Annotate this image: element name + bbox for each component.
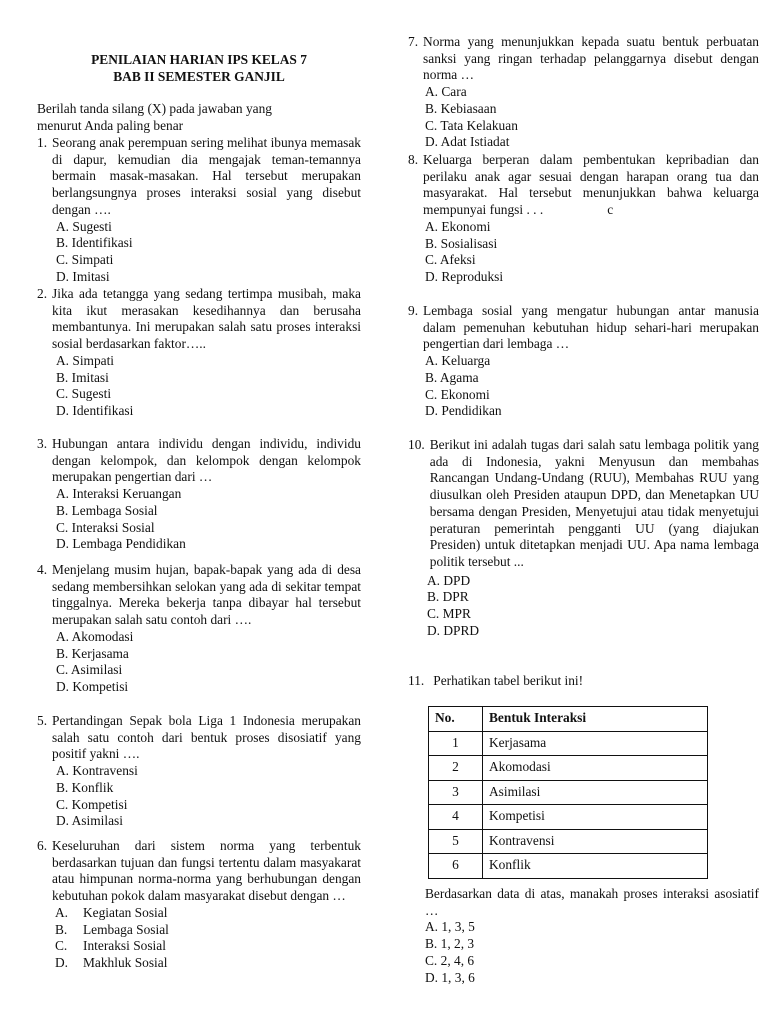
table-cell-no: 5 bbox=[429, 829, 483, 854]
question-text: Berdasarkan data di atas, manakah proses interaksi asosiatif … bbox=[425, 886, 759, 918]
option-a[interactable]: A. Simpati bbox=[56, 352, 115, 368]
option-a[interactable]: A. Sugesti bbox=[56, 218, 112, 234]
question-text: Jika ada tetangga yang sedang tertimpa musibah, maka kita ikut merasakan kesedihannya dan berusaha membantunya. Ini merupakan salah satu proses interaksi sosial berdasarkan faktor….. bbox=[52, 286, 361, 352]
question-number: 7. bbox=[408, 34, 419, 49]
table-row bbox=[429, 780, 708, 805]
option-a[interactable]: A. Akomodasi bbox=[56, 628, 134, 644]
question-text: Norma yang menunjukkan kepada suatu bentuk perbuatan sanksi yang ringan terhadap pelanggarnya disebut dengan norma … bbox=[423, 34, 759, 83]
option-b[interactable]: B. Imitasi bbox=[56, 369, 109, 385]
option-c[interactable]: C. Asimilasi bbox=[56, 662, 123, 678]
question-number: 9. bbox=[408, 303, 419, 318]
question-text: Menjelang musim hujan, bapak-bapak yang ada di desa sedang membersihkan selokan yang ada di sekitar tempat tinggalnya. Mereka bekerja tanpa dibayar hal tersebut merupakan salah satu contoh dari …. bbox=[52, 562, 361, 628]
question-8 bbox=[408, 152, 759, 286]
table-header-no: No. bbox=[429, 707, 483, 732]
option-b[interactable]: B. Konflik bbox=[56, 779, 114, 795]
option-c[interactable]: C. Tata Kelakuan bbox=[425, 117, 518, 133]
option-b[interactable]: B. Kebiasaan bbox=[425, 100, 497, 116]
question-text: Pertandingan Sepak bola Liga 1 Indonesia merupakan salah satu contoh dari bentuk proses disosiatif yang positif yakni …. bbox=[52, 713, 361, 762]
option-text: Kegiatan Sosial bbox=[83, 904, 168, 920]
option-b[interactable] bbox=[37, 922, 361, 939]
table-row bbox=[429, 854, 708, 879]
table-header-row bbox=[429, 707, 708, 732]
table-row bbox=[429, 756, 708, 781]
option-d[interactable]: D. Identifikasi bbox=[56, 402, 134, 418]
table-cell-no: 3 bbox=[429, 780, 483, 805]
option-d[interactable]: D. Adat Istiadat bbox=[425, 134, 510, 150]
table-cell-no: 6 bbox=[429, 854, 483, 879]
option-c[interactable]: C. Interaksi Sosial bbox=[56, 519, 155, 535]
option-letter: C. bbox=[55, 938, 68, 954]
question-number: 11. bbox=[408, 673, 425, 688]
option-c[interactable]: C. 2, 4, 6 bbox=[425, 952, 475, 968]
handwritten-mark: c bbox=[607, 202, 614, 218]
option-letter: D. bbox=[55, 954, 69, 970]
question-3 bbox=[37, 436, 361, 553]
table-cell-bentuk: Kerjasama bbox=[483, 731, 708, 756]
table-row bbox=[429, 805, 708, 830]
question-number: 5. bbox=[37, 713, 48, 728]
question-text: Perhatikan tabel berikut ini! bbox=[433, 673, 584, 688]
option-a[interactable]: A. Ekonomi bbox=[425, 218, 491, 234]
option-a[interactable]: A. DPD bbox=[427, 572, 471, 588]
option-letter: B. bbox=[55, 921, 68, 937]
option-d[interactable]: D. 1, 3, 6 bbox=[425, 969, 475, 985]
option-c[interactable] bbox=[37, 938, 361, 955]
question-2 bbox=[37, 286, 361, 420]
question-number: 3. bbox=[37, 436, 48, 451]
instruction-line-1: Berilah tanda silang (X) pada jawaban yang bbox=[37, 101, 272, 116]
table-cell-bentuk: Akomodasi bbox=[483, 756, 708, 781]
option-text: Makhluk Sosial bbox=[83, 954, 168, 970]
option-d[interactable]: D. Pendidikan bbox=[425, 403, 502, 419]
question-9 bbox=[408, 303, 759, 420]
question-11 bbox=[408, 673, 759, 690]
option-b[interactable]: B. Sosialisasi bbox=[425, 235, 498, 251]
question-text: Seorang anak perempuan sering melihat ibunya memasak di dapur, kemudian dia mengajak teman-temannya bermain masak-masakan. Hal tersebut merupakan berlangsungnya proses interaksi sosial yang disebut dengan …. bbox=[52, 135, 361, 217]
question-number: 2. bbox=[37, 286, 48, 301]
question-number: 8. bbox=[408, 152, 419, 167]
option-a[interactable]: A. Interaksi Keruangan bbox=[56, 486, 182, 502]
option-d[interactable]: D. Kompetisi bbox=[56, 678, 129, 694]
table-cell-bentuk: Konflik bbox=[483, 854, 708, 879]
option-b[interactable]: B. Agama bbox=[425, 369, 479, 385]
option-a[interactable]: A. Kontravensi bbox=[56, 763, 138, 779]
table-cell-bentuk: Kompetisi bbox=[483, 805, 708, 830]
question-10 bbox=[408, 437, 759, 639]
instruction bbox=[37, 101, 361, 134]
question-1 bbox=[37, 135, 361, 285]
option-c[interactable]: C. MPR bbox=[427, 606, 471, 622]
question-text bbox=[423, 152, 759, 219]
exam-title: PENILAIAN HARIAN IPS KELAS 7 bbox=[91, 52, 307, 67]
option-b[interactable]: B. Lembaga Sosial bbox=[56, 502, 158, 518]
table-cell-no: 2 bbox=[429, 756, 483, 781]
option-b[interactable]: B. Kerjasama bbox=[56, 645, 129, 661]
question-number: 6. bbox=[37, 838, 48, 853]
question-text: Hubungan antara individu dengan individu, individu dengan kelompok, dan kelompok dengan kelompok merupakan pengertian dari … bbox=[52, 436, 361, 485]
option-c[interactable]: C. Sugesti bbox=[56, 386, 112, 402]
table-row bbox=[429, 731, 708, 756]
option-d[interactable]: D. Reproduksi bbox=[425, 268, 504, 284]
option-a[interactable]: A. Cara bbox=[425, 84, 467, 100]
option-d[interactable]: D. DPRD bbox=[427, 622, 480, 638]
table-cell-bentuk: Asimilasi bbox=[483, 780, 708, 805]
option-a[interactable]: A. 1, 3, 5 bbox=[425, 919, 475, 935]
option-d[interactable]: D. Asimilasi bbox=[56, 813, 123, 829]
option-c[interactable]: C. Kompetisi bbox=[56, 796, 128, 812]
question-6 bbox=[37, 838, 361, 972]
question-number: 10. bbox=[408, 437, 425, 452]
question-text: Berikut ini adalah tugas dari salah satu lembaga politik yang ada di Indonesia, yakni Menyusun dan membahas Rancangan Undang-Undang (RUU), Membahas RUU yang diusulkan oleh Presiden ataupun DPD, dan Menetapkan UU bersama dengan Presiden, Menyetujui atau tidak menyetujui peraturan pemerintah pengganti UU (yang diajukan Presiden) untuk ditetapkan menjadi UU. Apa nama lembaga politik tersebut ... bbox=[429, 437, 759, 569]
option-text: Interaksi Sosial bbox=[83, 938, 166, 954]
option-c[interactable]: C. Afeksi bbox=[425, 252, 476, 268]
question-5 bbox=[37, 713, 361, 830]
question-7 bbox=[408, 34, 759, 151]
table-header-bentuk: Bentuk Interaksi bbox=[483, 707, 708, 732]
table-cell-bentuk: Kontravensi bbox=[483, 829, 708, 854]
question-text: Lembaga sosial yang mengatur hubungan antar manusia dalam pemenuhan kebutuhan hidup sehari-hari merupakan pengertian dari lembaga … bbox=[423, 303, 759, 352]
option-text: Lembaga Sosial bbox=[83, 921, 169, 937]
interaction-table bbox=[428, 706, 708, 879]
question-4 bbox=[37, 562, 361, 696]
option-c[interactable]: C. Ekonomi bbox=[425, 386, 490, 402]
option-d[interactable]: D. Imitasi bbox=[56, 268, 110, 284]
table-cell-no: 1 bbox=[429, 731, 483, 756]
option-a[interactable]: A. Keluarga bbox=[425, 353, 491, 369]
option-c[interactable]: C. Simpati bbox=[56, 251, 114, 267]
option-d[interactable] bbox=[37, 955, 361, 972]
table-row bbox=[429, 829, 708, 854]
question-text: Keseluruhan dari sistem norma yang terbentuk berdasarkan tujuan dan fungsi tertentu dalam masyakarat atau himpunan norma-norma yang berhubungan dengan kebutuhan pokok dalam masyarakat disebut dengan … bbox=[52, 838, 361, 904]
option-d[interactable]: D. Lembaga Pendidikan bbox=[56, 536, 186, 552]
option-a[interactable] bbox=[37, 905, 361, 922]
instruction-line-2: menurut Anda paling benar bbox=[37, 117, 184, 133]
option-b[interactable]: B. Identifikasi bbox=[56, 235, 133, 251]
exam-subtitle: BAB II SEMESTER GANJIL bbox=[113, 69, 285, 84]
table-cell-no: 4 bbox=[429, 805, 483, 830]
question-11-followup bbox=[425, 886, 759, 986]
option-b[interactable]: B. 1, 2, 3 bbox=[425, 936, 475, 952]
option-letter: A. bbox=[55, 904, 69, 920]
question-text-body: Keluarga berperan dalam pembentukan kepribadian dan perilaku anak agar sesuai dengan harapan orang tua dan masyarakat. Hal tersebut menunjukkan bahwa keluarga mempunyai fungsi . . . bbox=[423, 152, 759, 218]
question-number: 4. bbox=[37, 562, 48, 577]
option-b[interactable]: B. DPR bbox=[427, 589, 469, 605]
question-number: 1. bbox=[37, 135, 48, 150]
